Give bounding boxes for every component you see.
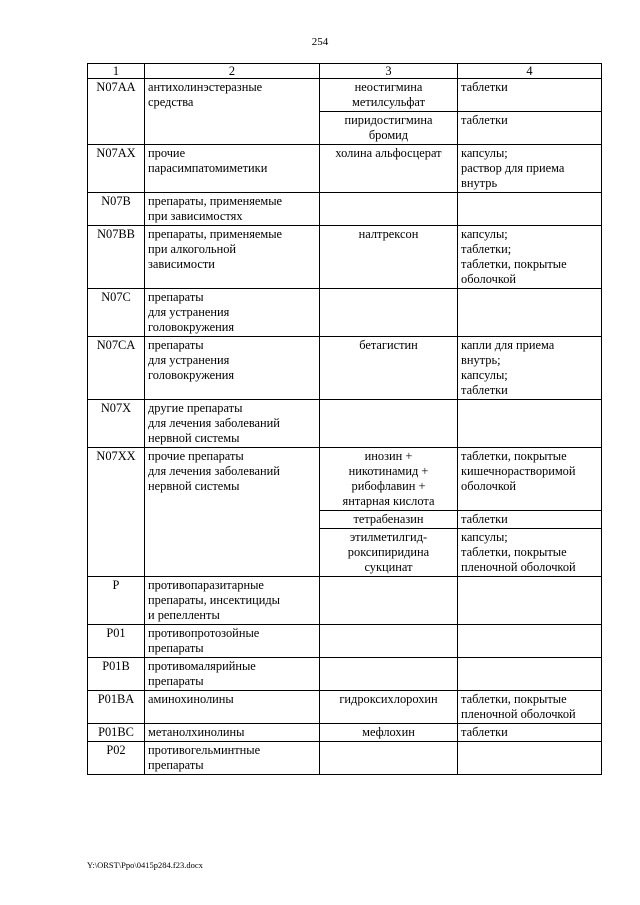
table-row: [88, 289, 602, 337]
table-row: [88, 79, 602, 112]
substance-cell: неостигмина метилсульфат: [320, 79, 458, 112]
dosage-form-cell: таблетки: [458, 511, 602, 529]
column-header-2: 2: [145, 64, 320, 79]
dosage-form-cell: [458, 658, 602, 691]
substance-cell: налтрексон: [320, 226, 458, 289]
group-name-cell: антихолинэстеразные средства: [145, 79, 320, 145]
atc-code-cell: P: [88, 577, 145, 625]
dosage-form-cell: капсулы; раствор для приема внутрь: [458, 145, 602, 193]
substance-cell: тетрабеназин: [320, 511, 458, 529]
group-name-cell: прочие парасимпатомиметики: [145, 145, 320, 193]
group-name-cell: противопаразитарные препараты, инсектициды и репелленты: [145, 577, 320, 625]
table-row: [88, 145, 602, 193]
substance-cell: [320, 400, 458, 448]
group-name-cell: прочие препараты для лечения заболеваний нервной системы: [145, 448, 320, 577]
atc-code-cell: N07AX: [88, 145, 145, 193]
column-header-4: 4: [458, 64, 602, 79]
table-row: [88, 625, 602, 658]
atc-code-cell: N07XX: [88, 448, 145, 577]
substance-cell: мефлохин: [320, 724, 458, 742]
group-name-cell: другие препараты для лечения заболеваний нервной системы: [145, 400, 320, 448]
substance-cell: этилметилгид- роксипиридина сукцинат: [320, 529, 458, 577]
group-name-cell: противопротозойные препараты: [145, 625, 320, 658]
column-header-1: 1: [88, 64, 145, 79]
dosage-form-cell: таблетки, покрытые пленочной оболочкой: [458, 691, 602, 724]
group-name-cell: препараты, применяемые при алкогольной зависимости: [145, 226, 320, 289]
atc-code-cell: N07CA: [88, 337, 145, 400]
atc-code-cell: P01BA: [88, 691, 145, 724]
group-name-cell: аминохинолины: [145, 691, 320, 724]
table-row: [88, 691, 602, 724]
table-row: [88, 577, 602, 625]
substance-cell: [320, 193, 458, 226]
table-row: [88, 724, 602, 742]
atc-code-cell: N07X: [88, 400, 145, 448]
substance-cell: [320, 577, 458, 625]
table-row: [88, 337, 602, 400]
dosage-form-cell: таблетки: [458, 724, 602, 742]
dosage-form-cell: капсулы; таблетки; таблетки, покрытые оболочкой: [458, 226, 602, 289]
group-name-cell: препараты для устранения головокружения: [145, 289, 320, 337]
group-name-cell: препараты, применяемые при зависимостях: [145, 193, 320, 226]
dosage-form-cell: таблетки: [458, 79, 602, 112]
table-row: [88, 193, 602, 226]
dosage-form-cell: [458, 577, 602, 625]
dosage-form-cell: капсулы; таблетки, покрытые пленочной оболочкой: [458, 529, 602, 577]
group-name-cell: противогельминтные препараты: [145, 742, 320, 775]
substance-cell: холина альфосцерат: [320, 145, 458, 193]
group-name-cell: противомалярийные препараты: [145, 658, 320, 691]
substance-cell: гидроксихлорохин: [320, 691, 458, 724]
page-number: 254: [311, 36, 329, 48]
table-row: [88, 742, 602, 775]
substance-cell: [320, 289, 458, 337]
dosage-form-cell: таблетки, покрытые кишечнорастворимой оболочкой: [458, 448, 602, 511]
substance-cell: инозин + никотинамид + рибофлавин + янтарная кислота: [320, 448, 458, 511]
table-header-row: [88, 64, 602, 79]
dosage-form-cell: [458, 400, 602, 448]
atc-code-cell: N07AA: [88, 79, 145, 145]
table-body: [88, 79, 602, 775]
table-row: [88, 226, 602, 289]
footer-file-path: Y:\ORST\Ppo\0415p284.f23.docx: [87, 860, 203, 870]
substance-cell: [320, 658, 458, 691]
dosage-form-cell: [458, 742, 602, 775]
group-name-cell: метанолхинолины: [145, 724, 320, 742]
dosage-form-cell: [458, 193, 602, 226]
substance-cell: бетагистин: [320, 337, 458, 400]
substance-cell: пиридостигмина бромид: [320, 112, 458, 145]
dosage-form-cell: таблетки: [458, 112, 602, 145]
atc-code-cell: N07B: [88, 193, 145, 226]
substance-cell: [320, 742, 458, 775]
atc-code-cell: P01B: [88, 658, 145, 691]
dosage-form-cell: капли для приема внутрь; капсулы; таблетки: [458, 337, 602, 400]
atc-code-cell: P01BC: [88, 724, 145, 742]
atc-code-cell: N07C: [88, 289, 145, 337]
dosage-form-cell: [458, 289, 602, 337]
dosage-form-cell: [458, 625, 602, 658]
atc-code-cell: P01: [88, 625, 145, 658]
table-row: [88, 400, 602, 448]
atc-code-cell: P02: [88, 742, 145, 775]
table-row: [88, 448, 602, 511]
column-header-3: 3: [320, 64, 458, 79]
drug-table: [87, 63, 602, 775]
atc-code-cell: N07BB: [88, 226, 145, 289]
substance-cell: [320, 625, 458, 658]
table-row: [88, 658, 602, 691]
group-name-cell: препараты для устранения головокружения: [145, 337, 320, 400]
